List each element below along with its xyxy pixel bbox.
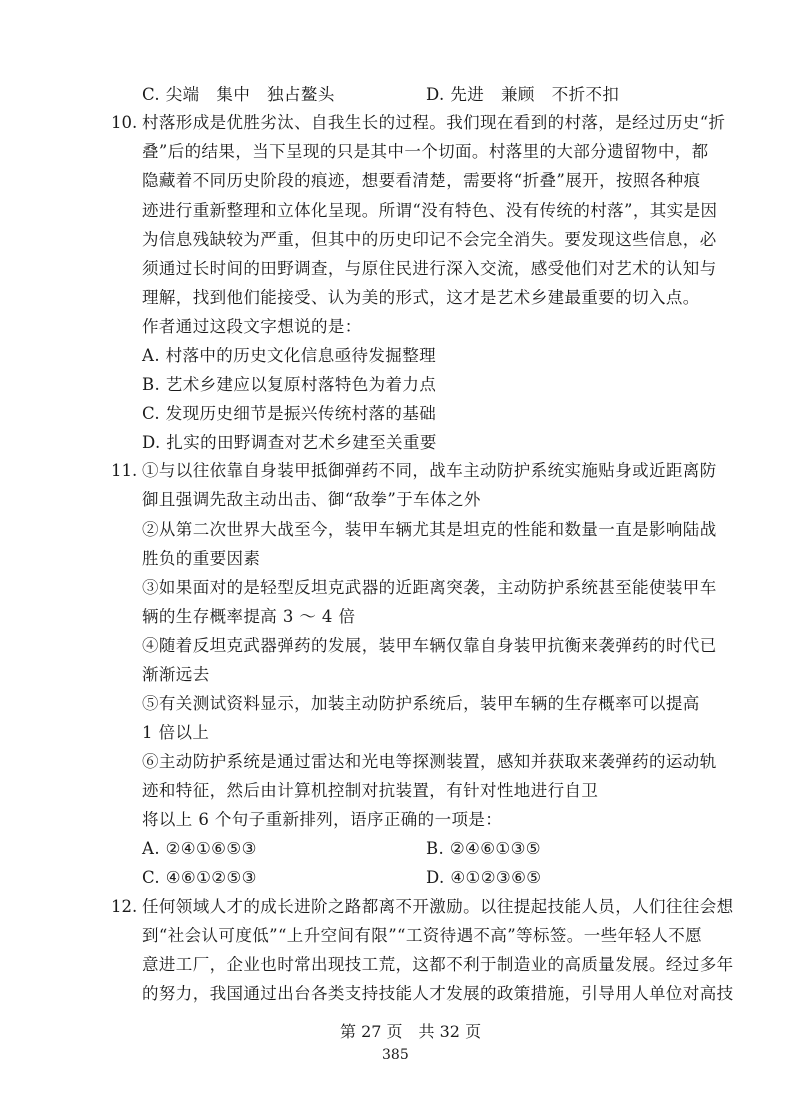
q10-stem-line: 为信息残缺较为严重，但其中的历史印记不会完全消失。要发现这些信息，必 [142,229,717,249]
q11-option-a: A. ②④①⑥⑤③ [142,838,257,858]
q11-line: ⑤有关测试资料显示，加装主动防护系统后，装甲车辆的生存概率可以提高 [142,694,700,714]
q10-stem-line: 须通过长时间的田野调查，与原住民进行深入交流，感受他们对艺术的认知与 [142,258,717,278]
q11-line: ②从第二次世界大战至今，装甲车辆尤其是坦克的性能和数量一直是影响陆战 [142,520,717,540]
q12-line: 任何领域人才的成长进阶之路都离不开激励。以往提起技能人员，人们往往会想 [142,896,734,916]
q10-option-c: C. 发现历史细节是振兴传统村落的基础 [142,403,437,423]
q12-line: 的努力，我国通过出台各类支持技能人才发展的政策措施，引导用人单位对高技 [142,983,734,1003]
q10-stem-line: 理解，找到他们能接受、认为美的形式，这才是艺术乡建最重要的切入点。 [142,287,700,307]
q11-line: ③如果面对的是轻型反坦克武器的近距离突袭，主动防护系统甚至能使装甲车 [142,578,717,598]
q11-option-d: D. ④①②③⑥⑤ [426,867,542,887]
q10-option-a: A. 村落中的历史文化信息亟待发掘整理 [142,345,437,365]
q11-option-b: B. ②④⑥①③⑤ [426,838,541,858]
q11-option-c: C. ④⑥①②⑤③ [142,867,257,887]
question-12-number: 12. [111,896,138,916]
q11-line: ④随着反坦克武器弹药的发展，装甲车辆仅靠自身装甲抗衡来袭弹药的时代已 [142,636,717,656]
q12-line: 意进工厂，企业也时常出现技工荒，这都不利于制造业的高质量发展。经过多年 [142,954,734,974]
q10-stem-line: 迹进行重新整理和立体化呈现。所谓“没有特色、没有传统的村落”，其实是因 [142,200,718,220]
q10-stem-line: 隐藏着不同历史阶段的痕迹，想要看清楚，需要将“折叠”展开，按照各种痕 [142,170,701,190]
q10-option-d: D. 扎实的田野调查对艺术乡建至关重要 [142,432,437,452]
q11-line: 胜负的重要因素 [142,549,261,569]
page-number: 385 [382,1047,409,1063]
page-footer-label: 第 27 页 共 32 页 [340,1022,482,1041]
q10-stem-line: 村落形成是优胜劣汰、自我生长的过程。我们现在看到的村落，是经过历史“折 [142,113,726,133]
q11-question: 将以上 6 个句子重新排列，语序正确的一项是： [142,809,503,829]
q12-line: 到“社会认可度低”“上升空间有限”“工资待遇不高”等标签。一些年轻人不愿 [142,925,703,945]
prev-option-d: D. 先进 兼顾 不折不扣 [426,85,620,104]
q11-line: ①与以往依靠自身装甲抵御弹药不同，战车主动防护系统实施贴身或近距离防 [142,461,717,481]
q10-option-b: B. 艺术乡建应以复原村落特色为着力点 [142,374,437,394]
question-11-number: 11. [111,461,138,481]
q10-question: 作者通过这段文字想说的是： [142,316,362,336]
question-10-number: 10. [111,113,138,133]
q11-line: 辆的生存概率提高 3 ～ 4 倍 [142,607,356,627]
prev-option-c: C. 尖端 集中 独占鳌头 [142,85,335,104]
q10-stem-line: 叠”后的结果，当下呈现的只是其中一个切面。村落里的大部分遗留物中，都 [142,142,709,161]
q11-line: 1 倍以上 [142,723,210,743]
q11-line: 渐渐远去 [142,665,210,685]
q11-line: ⑥主动防护系统是通过雷达和光电等探测装置，感知并获取来袭弹药的运动轨 [142,751,717,771]
q11-line: 御且强调先敌主动出击、御“敌拳”于车体之外 [142,490,481,510]
q11-line: 迹和特征，然后由计算机控制对抗装置，有针对性地进行自卫 [142,780,599,800]
